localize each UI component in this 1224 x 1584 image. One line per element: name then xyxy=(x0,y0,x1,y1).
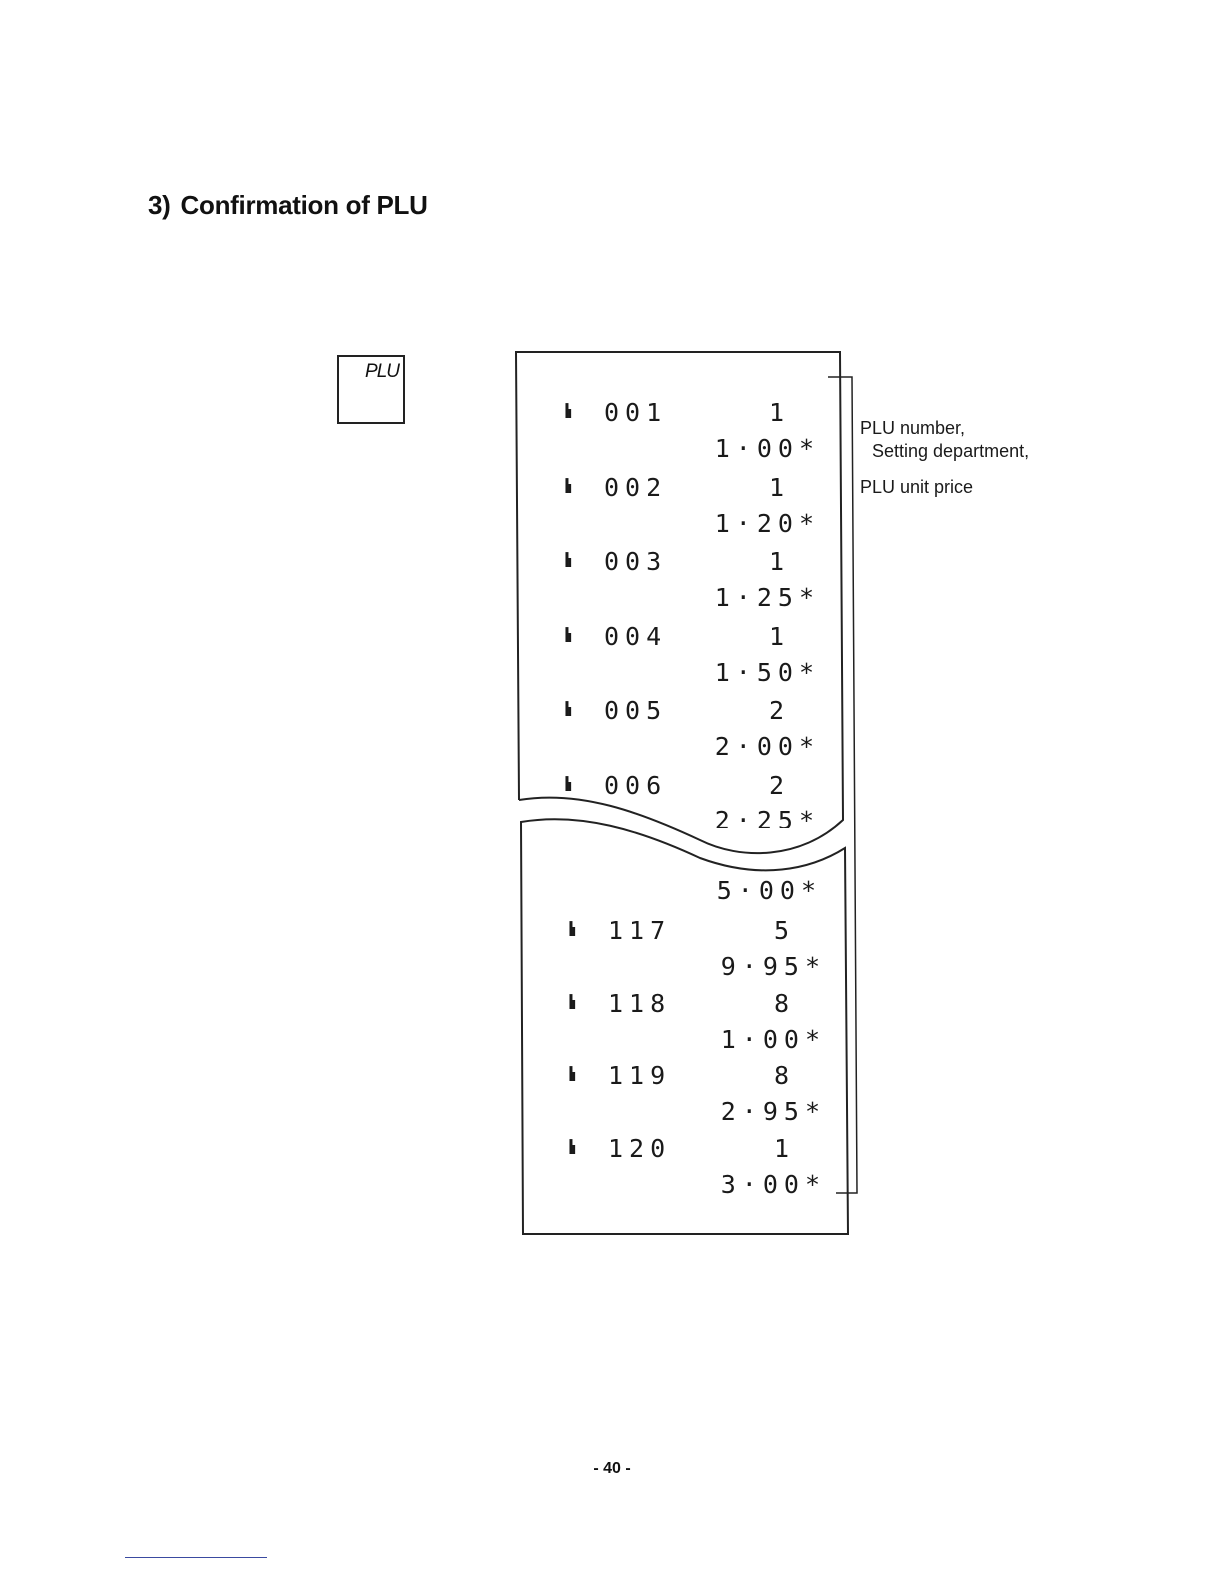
receipt-unit-price: 1·25* xyxy=(714,583,820,612)
receipt-department: 1 xyxy=(768,398,790,427)
receipt-plu-number: 005 xyxy=(604,696,668,725)
receipt-unit-price: 2·00* xyxy=(714,732,820,761)
receipt-department: 1 xyxy=(768,472,790,502)
page-number: - 40 - xyxy=(593,1460,631,1477)
receipt-plu-number: 120 xyxy=(608,1133,672,1163)
plu-key-label: PLU xyxy=(365,361,399,382)
receipt-department: 2 xyxy=(768,770,790,800)
receipt-unit-price: 1·00* xyxy=(720,1024,826,1054)
receipt-plu-number: 118 xyxy=(608,988,672,1018)
receipt-department: 1 xyxy=(768,621,790,651)
receipt-unit-price: 1·00* xyxy=(714,434,820,463)
receipt-mark: ꟾı xyxy=(568,921,574,940)
receipt-unit-price: 9·95* xyxy=(720,952,826,981)
receipt-plu-number: 001 xyxy=(604,398,668,427)
receipt-mark: ꟾı xyxy=(564,403,570,422)
receipt-mark: ꟾı xyxy=(568,1066,574,1085)
receipt-plu-number: 004 xyxy=(604,621,668,651)
receipt-unit-price: 1·50* xyxy=(714,657,820,687)
annotation-plu-unit-price: PLU unit price xyxy=(860,477,974,497)
receipt-department: 1 xyxy=(768,547,790,576)
receipt-mark: ꟾı xyxy=(564,477,570,497)
footer-rule xyxy=(125,1557,267,1558)
receipt-plu-number: 117 xyxy=(608,916,672,945)
annotation-setting-department: Setting department, xyxy=(872,441,1030,461)
section-title: Confirmation of PLU xyxy=(180,190,428,220)
receipt-department: 8 xyxy=(773,988,795,1018)
receipt-mark: ꟾı xyxy=(564,701,570,720)
receipt-unit-price: 1·20* xyxy=(714,508,820,538)
receipt-unit-price: 3·00* xyxy=(720,1169,826,1199)
receipt-mark: ꟾı xyxy=(564,552,570,571)
receipt-mark: ꟾı xyxy=(568,1138,574,1158)
receipt-mark: ꟾı xyxy=(564,626,570,646)
cut-price-wrapper xyxy=(680,806,820,828)
receipt-plu-number: 003 xyxy=(604,547,668,576)
receipt-plu-number: 006 xyxy=(604,770,668,800)
receipt-plu-number: 119 xyxy=(608,1061,672,1090)
bottom-first-price: 5·00* xyxy=(716,876,822,905)
cut-price: 2·25* xyxy=(714,806,820,828)
receipt-department: 2 xyxy=(768,696,790,725)
receipt-department: 1 xyxy=(773,1133,795,1163)
annotation-plu-number: PLU number, xyxy=(860,418,966,438)
receipt-department: 8 xyxy=(773,1061,795,1090)
receipt-unit-price: 2·95* xyxy=(720,1097,826,1126)
section-number: 3) xyxy=(148,190,171,220)
receipt-department: 5 xyxy=(773,916,795,945)
receipt-mark: ꟾı xyxy=(564,775,570,795)
receipt-plu-number: 002 xyxy=(604,472,668,502)
receipt-mark: ꟾı xyxy=(568,993,574,1013)
